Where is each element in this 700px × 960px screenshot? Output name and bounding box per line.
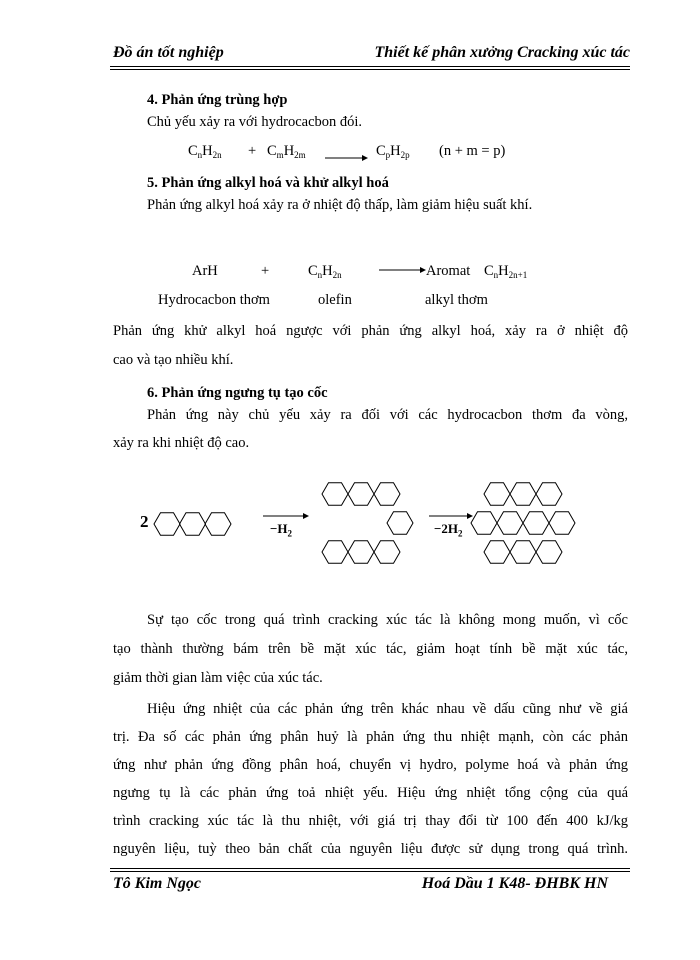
bianthryl-bottom-ring <box>374 541 400 564</box>
polycyclic-ring <box>497 512 523 535</box>
footer-left: Tô Kim Ngọc <box>113 875 201 892</box>
arrow2-head <box>467 513 473 519</box>
section-6-line2: xảy ra khi nhiệt độ cao. <box>113 435 250 451</box>
section-4-text: Chủ yếu xảy ra với hydrocacbon đói. <box>147 114 363 130</box>
eq-arrow-icon <box>324 152 368 162</box>
section-5-para-line1: Phản ứng khử alkyl hoá ngược với phản ứng alkyl hoá, xảy ra ở nhiệt độ <box>113 323 628 339</box>
coke-formation-scheme <box>0 470 700 580</box>
bianthryl-top-ring <box>322 483 348 506</box>
arrow1-head <box>303 513 309 519</box>
polycyclic-ring <box>484 541 510 564</box>
bianthryl-top-ring <box>348 483 374 506</box>
reaction-coefficient: 2 <box>140 512 149 531</box>
polycyclic-ring <box>523 512 549 535</box>
footer-rule-2 <box>110 871 630 872</box>
para1-line3: giảm thời gian làm việc của xúc tác. <box>113 670 323 686</box>
header-left: Đồ án tốt nghiệp <box>113 44 224 61</box>
polycyclic-ring <box>549 512 575 535</box>
para2-line6: nguyên liệu, tuỳ theo bản chất của nguyên liệu được sử dụng trong quá trình. <box>113 841 628 857</box>
eq2-reactant-olefin: $C_nH_{2n}$ <box>308 263 342 280</box>
section-5-para-line2: cao và tạo nhiều khí. <box>113 352 234 368</box>
eq2-label-hydrocacbon: Hydrocacbon thơm <box>158 292 270 308</box>
polycyclic-ring <box>471 512 497 535</box>
polycyclic-ring <box>484 483 510 506</box>
section-5-text: Phản ứng alkyl hoá xảy ra ở nhiệt độ thấp, làm giảm hiệu suất khí. <box>147 197 533 213</box>
polycyclic-ring <box>536 541 562 564</box>
eq-polymerization: $C_nH_{2n}$ <box>188 143 222 160</box>
para2-line4: ngưng tụ là các phản ứng toả nhiệt yếu. Hiệu ứng nhiệt tổng cộng của quá <box>113 785 628 801</box>
bianthryl-bottom-ring <box>348 541 374 564</box>
section-5-heading: 5. Phản ứng alkyl hoá và khử alkyl hoá <box>147 175 389 191</box>
header-rule <box>110 66 630 67</box>
header-rule-2 <box>110 69 630 70</box>
eq2-label-alkyl: alkyl thơm <box>425 292 488 308</box>
para2-line1: Hiệu ứng nhiệt của các phản ứng trên khác nhau về dấu cũng như về giá <box>147 701 628 717</box>
arrow1-label: $-H_2$ <box>270 521 293 539</box>
eq-plus: + <box>248 143 257 159</box>
polycyclic-ring <box>510 541 536 564</box>
para1-line1: Sự tạo cốc trong quá trình cracking xúc tác là không mong muốn, vì cốc <box>147 612 628 628</box>
eq2-label-olefin: olefin <box>318 292 352 308</box>
section-6-heading: 6. Phản ứng ngưng tụ tạo cốc <box>147 385 328 401</box>
polycyclic-ring <box>510 483 536 506</box>
anthracene-ring <box>205 513 231 536</box>
bianthryl-link-ring <box>387 512 413 535</box>
footer-rule <box>110 868 630 869</box>
para2-line5: trình cracking xúc tác là thu nhiệt, với giá trị thay đổi từ 100 đến 400 kJ/kg <box>113 813 628 829</box>
eq2-product-aromat: Aromat <box>426 263 471 279</box>
bianthryl-bottom-ring <box>322 541 348 564</box>
eq2-reactant-arh: ArH <box>192 263 218 279</box>
para2-line3: ứng như phản ứng đồng phân hoá, chuyển vị hydro, polyme hoá và phản ứng <box>113 757 628 773</box>
eq2-product-alkyl: $C_nH_{2n+1}$ <box>484 263 528 280</box>
eq2-plus: + <box>261 263 270 279</box>
footer-right: Hoá Dầu 1 K48- ĐHBK HN <box>421 875 608 892</box>
polycyclic-ring <box>536 483 562 506</box>
eq-condition: (n + m = p) <box>439 143 506 159</box>
bianthryl-top-ring <box>374 483 400 506</box>
para1-line2: tạo thành thường bám trên bề mặt xúc tác, giảm hoạt tính bề mặt xúc tác, <box>113 641 628 657</box>
anthracene-ring <box>180 513 206 536</box>
arrow2-label: $-2H_2$ <box>434 521 463 539</box>
section-6-line1: Phản ứng này chủ yếu xảy ra đối với các hydrocacbon thơm đa vòng, <box>147 407 628 423</box>
section-4-heading: 4. Phản ứng trùng hợp <box>147 92 288 108</box>
header-right: Thiết kế phân xưởng Cracking xúc tác <box>374 44 630 61</box>
eq-product: $C_pH_{2p}$ <box>376 143 410 160</box>
eq2-arrow-icon <box>378 265 426 275</box>
eq-reactant-b: $C_mH_{2m}$ <box>267 143 306 160</box>
anthracene-ring <box>154 513 180 536</box>
para2-line2: trị. Đa số các phản ứng phân huỷ là phản ứng thu nhiệt mạnh, còn các phản <box>113 729 628 745</box>
